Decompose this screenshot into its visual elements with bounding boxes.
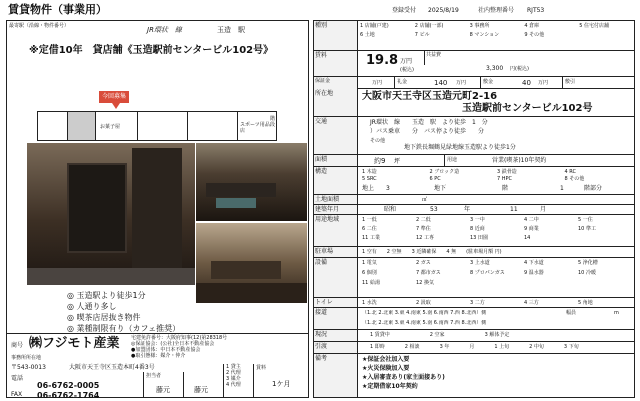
land-area-unit: ㎡ [422,197,428,203]
license-line: ●取引態様：媒介・仲介 [131,353,186,359]
fee-value-box [253,364,308,398]
area-unit: 坪 [394,158,401,165]
bullet-item: ◎ 玉造駅より徒歩1分 [67,291,146,300]
current-options: 1 賃貸中 2 空家 3 解体予定 [370,332,510,338]
remark-line: ★保証会社加入要 [362,356,410,363]
current-label: 現況 [314,330,358,341]
right-panel [313,20,635,398]
page-title: 賃貸物件（事業用） [8,3,107,16]
built-label: 建築年月 [314,205,358,214]
license-line: ●加盟団体：中日本不動産協会 [131,347,201,353]
trade-label: 商号 [11,342,24,349]
built-month: 11 [510,206,518,213]
staff-name-2: 藤元 [194,386,208,394]
deposit-unit: 万円 [372,80,383,86]
floors-label: 地上 [362,185,375,192]
headline: ※定借10年 貸店舗《玉造駅前センタービル102号》 [29,45,274,56]
map-label-shop2: スポーツ用品店 [240,122,270,134]
tel-label: 電話 [11,375,24,382]
company-fax: 06-6762-1764 [37,391,100,400]
company-address: 大阪市天王寺区玉造本町4番3号 [69,364,155,371]
common-fee-unit: 円(税込) [510,66,529,72]
type-option: 3 事務所 [469,23,490,29]
security-value: 140 [434,79,448,87]
remarks-row [314,354,634,397]
bullet-item: ◎ 喫茶店居抜き物件 [67,313,141,322]
type-option: 2 店舗(一部) [414,23,444,29]
traffic-row [314,117,634,155]
fee-items: 1 貸主 2 代理 3 媒介 4 代理 [223,364,253,398]
floor-label: 階 [502,185,509,192]
rent-row [314,51,634,89]
staff-name-1: 藤元 [156,386,170,394]
fee-value: 1ケ月 [272,380,291,388]
zoning-label: 用途地域 [314,215,358,246]
rent-label: 賃料 [314,51,358,88]
usage-value: 営業(喫茶)10年契約 [492,157,547,164]
built-year: 53 [430,206,438,213]
parking-options: 1 空有 2 空無 3 近隣確保 4 無 (駐車場月額 円) [362,249,502,255]
kenri-unit: 万円 [538,80,549,86]
structure-row [314,167,634,195]
traffic-line: ）バス乗車 分 バス停より徒歩 分 [370,128,485,135]
security-label: 礼金 [394,77,420,89]
built-row [314,205,634,215]
facilities-label: 設備 [314,258,358,297]
type-option: 1 店舗(戸建) [360,23,389,29]
toilet-options: 1 水洗 2 汲取 3 二方 4 三方 5 角地 [362,300,593,306]
bullet-item: ◎ 業種制限有り（カフェ推奨） [67,324,181,333]
fax-label: FAX [11,391,23,398]
road-line: （1.北 2.北東 3.東 4.南東 5.南 6.南西 7.西 8.北西）側 [362,310,487,316]
left-panel [6,20,309,398]
area-row [314,155,634,167]
built-era: 昭和 [384,206,397,213]
company-box [7,333,308,400]
type-label: 種別 [314,21,358,50]
type-option: 6 土地 [360,32,375,38]
floors-value: 3 [386,185,390,192]
company-tel: 06-6762-0005 [37,381,100,390]
location-address-1: 大阪市天王寺区玉造元町2-16 [362,91,498,102]
traffic-line: 地下鉄長堀鶴見緑地線玉造駅より徒歩1分 [404,144,516,151]
road-width-unit: m [614,310,619,316]
bullet-item: ◎ 人通り多し [67,302,117,311]
type-option: 8 マンション [469,32,500,38]
location-row [314,89,634,117]
floor-no: 1 [560,185,564,192]
license-lines [131,335,307,359]
traffic-line: JR環状 線 玉造 駅 より徒歩 1 分 [370,119,488,126]
type-row [314,21,634,51]
company-name: ㈱フジモト産業 [29,336,120,351]
area-label: 面積 [314,155,358,166]
bullet-list [67,291,180,333]
parking-row [314,247,634,258]
interior-photo-2 [196,223,307,303]
delivery-options: 1 即時 2 相談 3 年 月 1 上旬 2 中旬 3 下旬 [370,344,579,350]
kenri-value: 40 [522,79,531,87]
common-fee-value: 3,300 [486,65,504,72]
pointer-arrow-icon [112,103,120,109]
deposit-row [314,76,634,89]
common-fee-label: 共益費 [424,51,464,65]
map-label-stairs: 階段 [270,116,276,128]
delivery-row [314,342,634,354]
type-option: 9 その他 [524,32,545,38]
delivery-label: 引渡 [314,342,358,353]
license-line: 宅建免許番号：大阪府知事(12)第28318号 [131,335,228,341]
storefront-photo [27,143,195,285]
facilities-options: 1 電気 2 ガス 3 上水道 4 下水道 5 浄化槽 6 個別 7 都市ガス 8 プロパンガス 9 温水器 10 冷暖 11 給湯 12 換気 [362,260,598,286]
route-line: JR環状 線 [147,26,182,34]
usage-label: 用途 [444,155,470,166]
remarks-label: 備考 [314,354,358,397]
zoning-row [314,215,634,247]
structure-label: 構造 [314,167,358,194]
registered-label: 登録受付 [392,7,417,14]
license-line: ◎保証協会：(公社)全日本不動産協会 [131,341,215,347]
traffic-other-label: その他 [370,138,386,144]
zoning-options: 1 一低 2 二低 3 一中 4 二中 5 一住 6 二住 7 準住 8 近商 9 商業 10 準工 11 工業 12 工専 13 田園 14 [362,217,596,241]
shikibiki-label: 敷引 [562,77,588,89]
registered-date: 2025/8/19 [428,7,459,14]
current-row [314,330,634,342]
road-line: （1.北 2.北東 3.東 4.南東 5.南 6.南西 7.西 8.北西）側 [362,320,487,326]
building-outline [37,111,277,141]
road-label: 接道 [314,308,358,329]
built-month-unit: 月 [540,206,547,213]
structure-options: 1 木造 2 ブロック造 3 鉄骨造 4 RC 5 SRC 6 PC 7 HPC 8 その他 [362,169,585,182]
rent-unit: 万円 [400,58,413,65]
route-station: 玉造 駅 [217,26,245,34]
built-year-unit: 年 [464,206,471,213]
toilet-label: トイレ [314,298,358,307]
floor-suffix: 階部分 [584,185,603,192]
remark-line: ★定期借家10年契約 [362,383,418,390]
fee-label: 賃料 [256,365,267,371]
kenri-label: 敷金 [480,77,506,89]
map-badge: 今回募集 [99,91,129,103]
type-options [360,23,634,38]
location-label: 所在地 [314,89,358,116]
parking-label: 駐車場 [314,247,358,257]
land-area-label: 土地面積 [314,195,358,204]
security-unit: 万円 [456,80,467,86]
land-area-row [314,195,634,205]
type-option: 5 住宅付店舗 [579,23,609,29]
remark-line: ★入居審査あり(家主面接あり) [362,374,445,381]
deposit-label: 保証金 [314,77,358,89]
internal-no: RJT53 [527,7,545,14]
company-zip: 〒543-0013 [11,364,46,371]
target-unit [68,112,96,140]
staff-box-2 [183,372,223,398]
internal-no-label: 社内整理番号 [478,7,515,14]
remark-line: ★火災保険加入要 [362,365,410,372]
road-width-label: 幅員 [566,310,577,316]
area-value: 約9 [374,157,386,165]
map-label-shop: お菓子屋 [100,124,121,130]
road-row [314,308,634,330]
route-label: 最寄駅（沿線・物件番号） [9,23,70,29]
basement-label: 地下 [434,185,447,192]
staff-box [143,372,183,398]
facilities-row [314,258,634,298]
type-option: 4 倉庫 [524,23,540,29]
rent-tax: (税込) [400,67,414,73]
office-label: 事務所所在地 [11,355,42,361]
location-address-2: 玉造駅前センタービル102号 [462,103,593,114]
toilet-row [314,298,634,308]
rent-value: 19.8 [366,53,399,68]
traffic-label: 交通 [314,117,358,154]
interior-photo-1 [196,143,307,221]
type-option: 7 ビル [414,32,430,38]
staff-label: 担当者 [146,373,162,379]
